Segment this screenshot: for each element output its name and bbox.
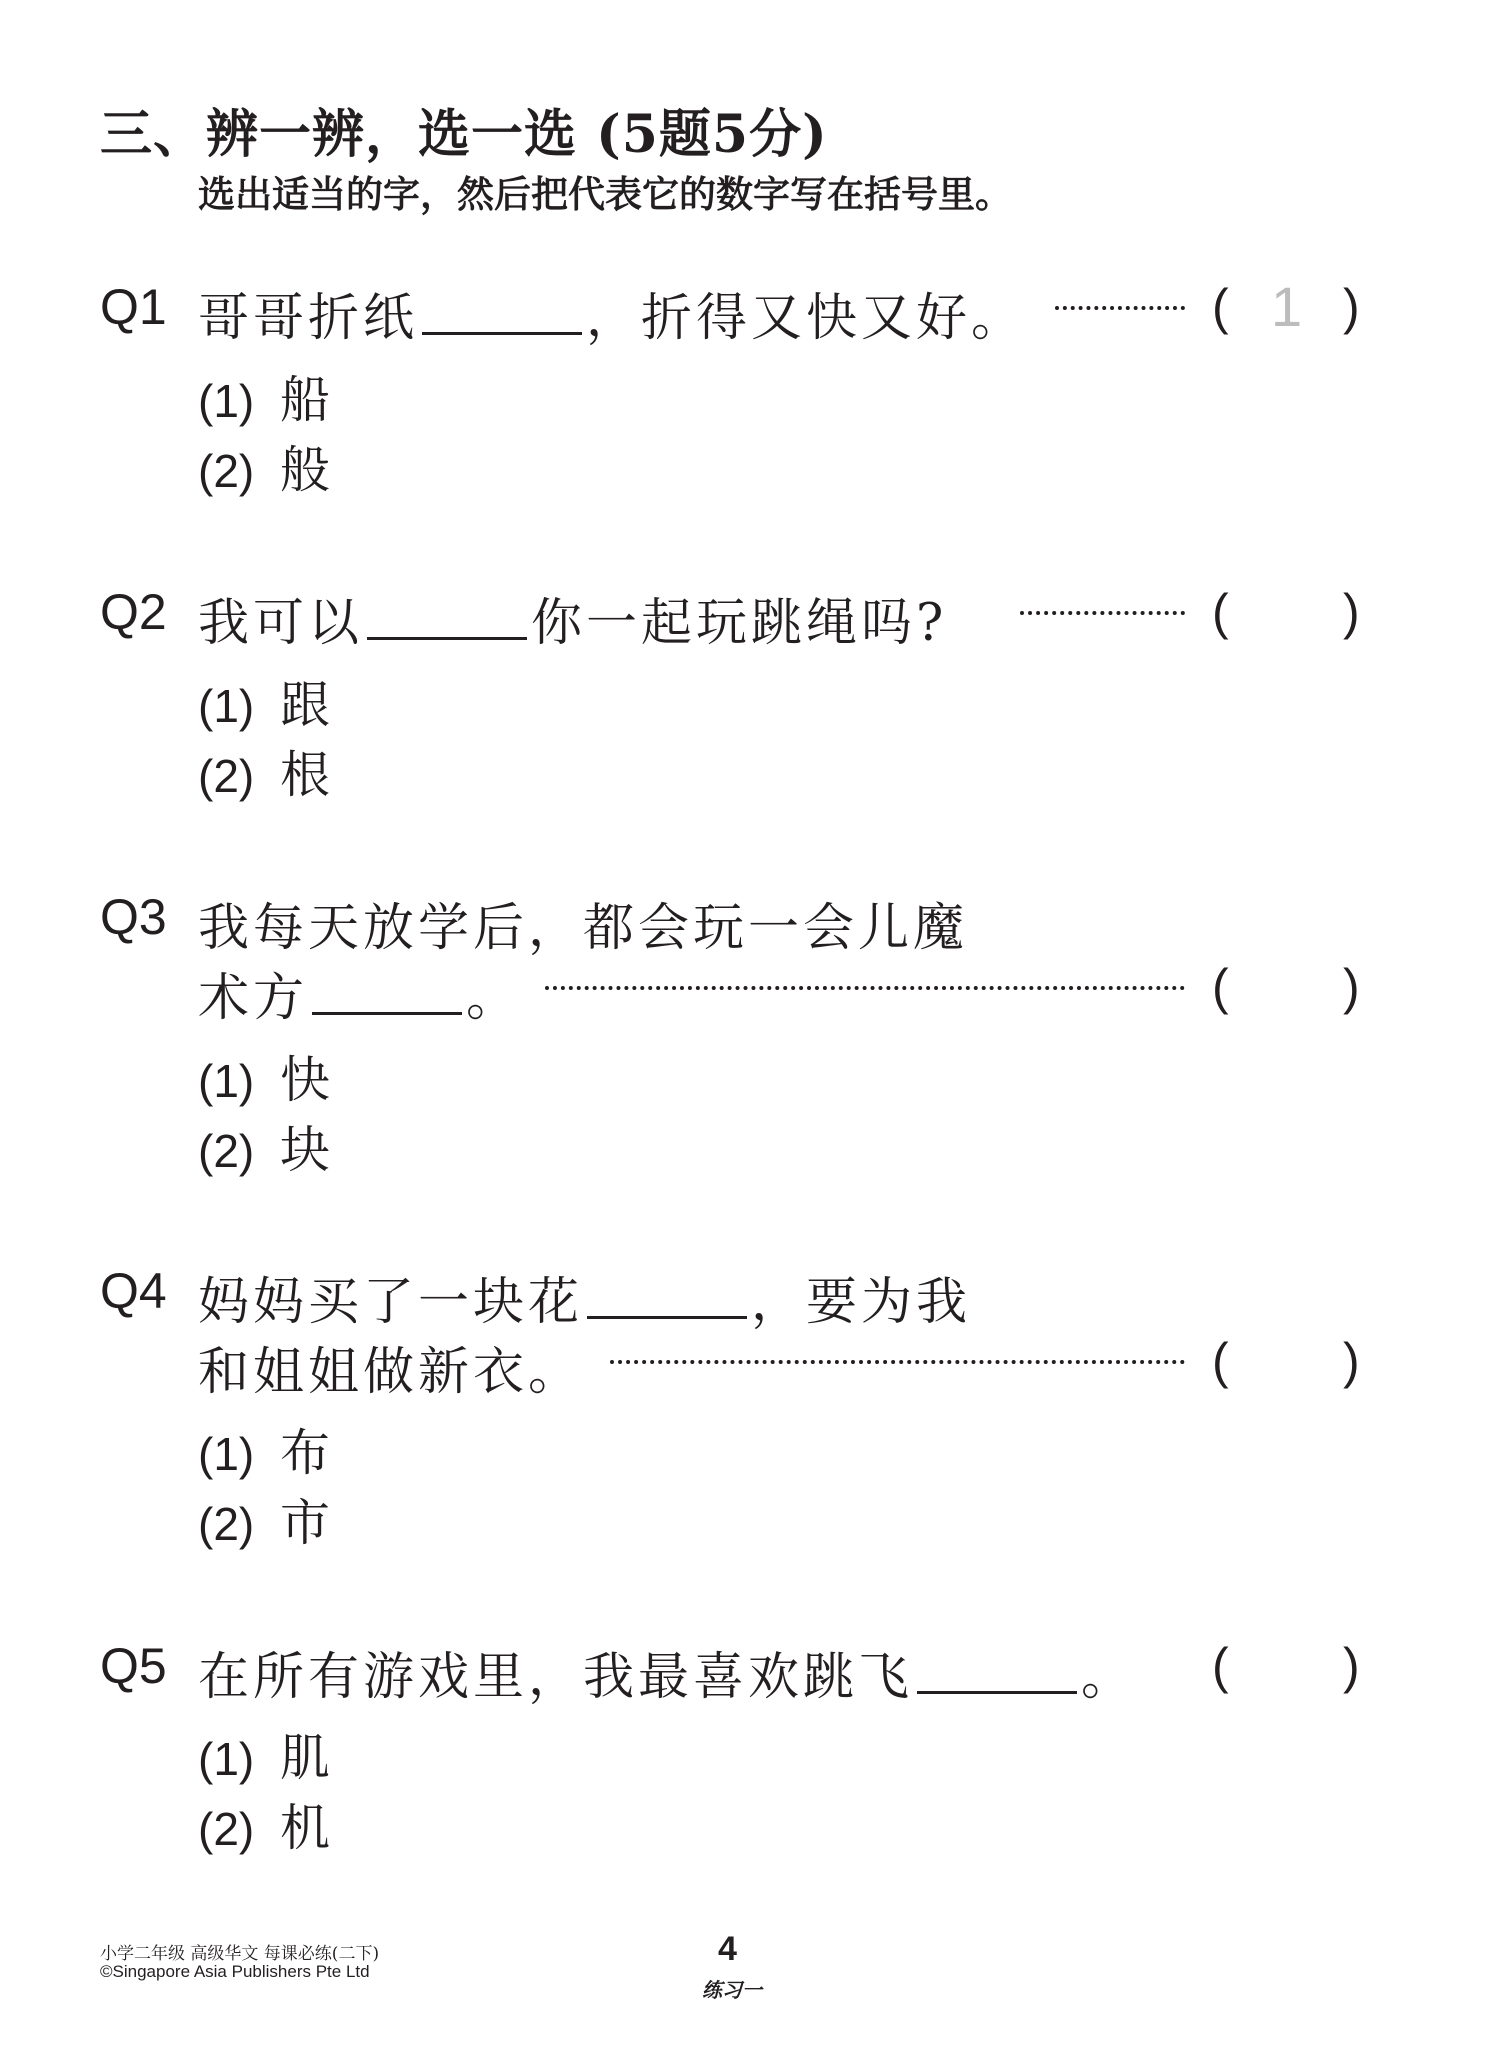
question-2-blank — [367, 633, 527, 640]
question-3-text-before: 术方 — [198, 969, 309, 1028]
question-2-paren-close: ) — [1343, 584, 1360, 640]
question-2-paren-open: ( — [1212, 584, 1229, 640]
question-3-blank — [312, 1008, 462, 1015]
question-1-answer[interactable]: 1 — [1271, 275, 1303, 338]
question-5-number: Q5 — [100, 1638, 167, 1694]
question-5-blank — [917, 1687, 1077, 1694]
option-character: 根 — [280, 746, 330, 804]
question-1-number: Q1 — [100, 279, 167, 335]
question-1-option-1 — [198, 360, 330, 432]
question-3-paren-open: ( — [1212, 959, 1229, 1015]
page-number: 4 — [718, 1930, 737, 1968]
option-number: (2) — [198, 1498, 255, 1550]
option-character: 跟 — [280, 676, 330, 734]
question-4-option-1 — [198, 1413, 330, 1485]
question-1-text — [198, 276, 1026, 350]
question-3-text-line1: 我每天放学后，都会玩一会儿魔 — [198, 899, 969, 958]
question-2-option-2 — [198, 735, 330, 807]
question-5-text — [198, 1635, 1136, 1709]
option-character: 肌 — [280, 1729, 330, 1787]
question-1-text-after: ，折得又快又好。 — [586, 289, 1027, 348]
question-4-number: Q4 — [100, 1263, 167, 1319]
option-number: (1) — [198, 1055, 255, 1107]
option-number: (2) — [198, 1125, 255, 1177]
question-2-option-1 — [198, 665, 330, 737]
question-3-paren-close: ) — [1343, 959, 1360, 1015]
question-4-paren-open: ( — [1212, 1333, 1229, 1389]
option-number: (2) — [198, 445, 255, 497]
question-1-leader-dots — [1055, 306, 1185, 310]
question-5-text-before: 在所有游戏里，我最喜欢跳飞 — [198, 1648, 914, 1707]
question-2-text-before: 我可以 — [198, 594, 364, 653]
option-number: (1) — [198, 375, 255, 427]
option-number: (1) — [198, 1428, 255, 1480]
footer-copyright: ©Singapore Asia Publishers Pte Ltd — [100, 1962, 370, 1981]
question-2-leader-dots — [1020, 611, 1185, 615]
option-number: (1) — [198, 680, 255, 732]
option-character: 快 — [280, 1051, 330, 1109]
question-3-text-line2 — [198, 956, 521, 1030]
option-character: 布 — [280, 1424, 330, 1482]
option-character: 块 — [280, 1121, 330, 1179]
question-4-text-line1 — [198, 1260, 971, 1334]
question-4-text-after: ，要为我 — [751, 1273, 972, 1332]
question-4-leader-dots — [610, 1360, 1185, 1364]
question-1-paren-open: ( — [1212, 279, 1229, 335]
option-number: (2) — [198, 750, 255, 802]
question-4-option-2 — [198, 1483, 330, 1555]
question-1-option-2 — [198, 430, 330, 502]
question-3-text-after: 。 — [466, 969, 522, 1028]
exercise-label: 练习一 — [702, 1978, 762, 2002]
option-number: (1) — [198, 1733, 255, 1785]
question-3-number: Q3 — [100, 889, 167, 945]
option-character: 船 — [280, 371, 330, 429]
question-5-text-after: 。 — [1081, 1648, 1137, 1707]
question-5-option-1 — [198, 1718, 330, 1790]
option-number: (2) — [198, 1803, 255, 1855]
question-1-text-before: 哥哥折纸 — [198, 289, 419, 348]
option-character: 机 — [280, 1799, 330, 1857]
option-character: 般 — [280, 441, 330, 499]
question-3-option-1 — [198, 1040, 330, 1112]
question-2-text — [198, 581, 947, 655]
question-3-option-2 — [198, 1110, 330, 1182]
footer-book-title: 小学二年级 高级华文 每课必练(二下) — [100, 1944, 380, 1964]
question-1-paren-close: ) — [1343, 279, 1360, 335]
question-5-paren-open: ( — [1212, 1638, 1229, 1694]
question-4-text-before: 妈妈买了一块花 — [198, 1273, 584, 1332]
section-title: 三、辨一辨，选一选 (5题5分) — [100, 104, 828, 165]
question-4-text-line2: 和姐姐做新衣。 — [198, 1343, 584, 1402]
question-4-paren-close: ) — [1343, 1333, 1360, 1389]
option-character: 市 — [280, 1494, 330, 1552]
section-instruction: 选出适当的字，然后把代表它的数字写在括号里。 — [198, 172, 1012, 216]
question-5-paren-close: ) — [1343, 1638, 1360, 1694]
question-3-leader-dots — [545, 986, 1185, 990]
question-2-text-after: 你一起玩跳绳吗? — [531, 594, 948, 653]
question-1-blank — [422, 328, 582, 335]
question-5-option-2 — [198, 1788, 330, 1860]
question-4-blank — [587, 1312, 747, 1319]
question-2-number: Q2 — [100, 584, 167, 640]
